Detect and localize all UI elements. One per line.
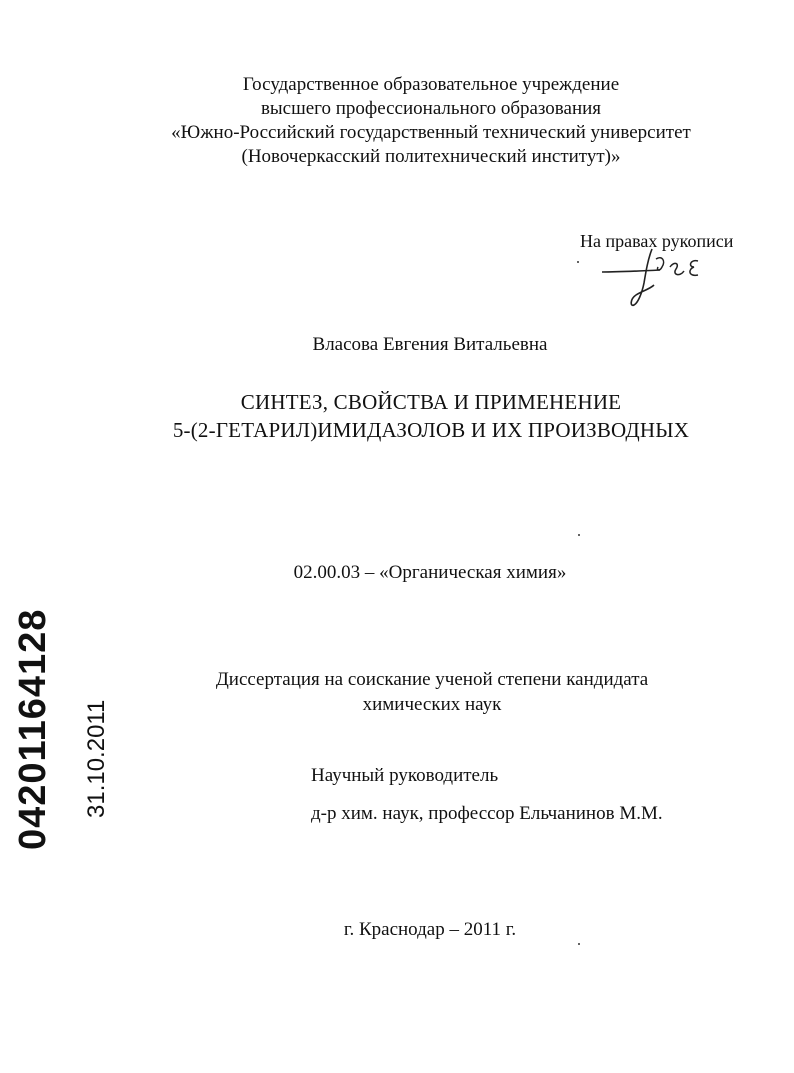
supervisor-label: Научный руководитель <box>311 765 499 786</box>
scan-speck <box>578 534 580 536</box>
author-name: Власова Евгения Витальевна <box>312 334 548 355</box>
library-stamp-number: 04201164128 <box>12 608 54 850</box>
scan-speck <box>578 943 580 945</box>
dissertation-title <box>0 388 794 444</box>
title-line-2: 5-(2-ГЕТАРИЛ)ИМИДАЗОЛОВ И ИХ ПРОИЗВОДНЫХ <box>172 418 690 442</box>
dissertation-line-2: химических наук <box>362 694 502 715</box>
specialty-code: 02.00.03 – «Органическая химия» <box>293 562 567 583</box>
institution-line-1: Государственное образовательное учреждение <box>242 74 620 95</box>
institution-line-3: «Южно-Российский государственный технический университет <box>171 122 691 143</box>
dissertation-line-1: Диссертация на соискание ученой степени кандидата <box>215 669 649 690</box>
manuscript-rights-note: На правах рукописи <box>580 231 734 251</box>
supervisor-name: д-р хим. наук, профессор Ельчанинов М.М. <box>311 803 663 824</box>
title-line-1: СИНТЕЗ, СВОЙСТВА И ПРИМЕНЕНИЕ <box>240 390 622 414</box>
library-stamp-date: 31.10.2011 <box>83 699 110 818</box>
handwritten-signature <box>600 245 710 310</box>
institution-header <box>0 73 794 169</box>
institution-line-4: (Новочеркасский политехнический институт)» <box>241 146 621 167</box>
place-year: г. Краснодар – 2011 г. <box>343 919 517 940</box>
institution-line-2: высшего профессионального образования <box>260 98 602 119</box>
scan-speck <box>577 261 579 263</box>
